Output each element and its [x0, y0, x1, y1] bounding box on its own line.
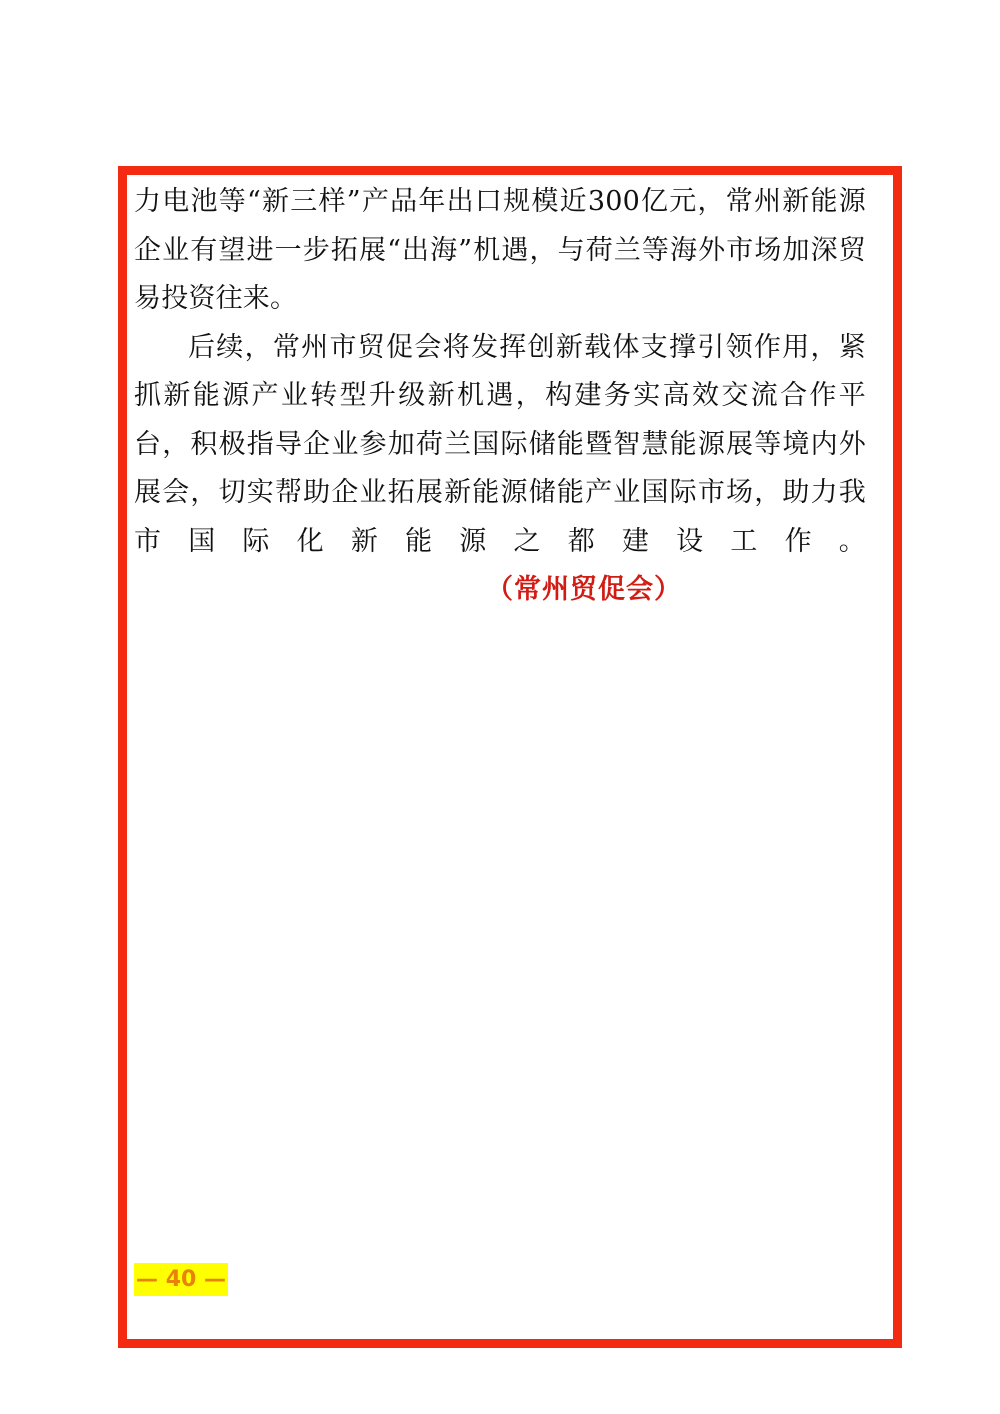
source-attribution: （常州贸促会）	[486, 574, 682, 605]
paragraph-continuation: 力电池等“新三样”产品年出口规模近300亿元，常州新能源企业有望进一步拓展“出海”机遇，与荷兰等海外市场加深贸易投资往来。	[134, 186, 866, 314]
paragraph-follow-up-text: 后续，常州市贸促会将发挥创新载体支撑引领作用，紧抓新能源产业转型升级新机遇，构建务实高效交流合作平台，积极指导企业参加荷兰国际储能暨智慧能源展等境内外展会，切实帮助企业拓展新能源储能产业国际市场，助力我市国际化新能源之都建设工作。	[134, 331, 866, 557]
paragraph-follow-up	[134, 324, 866, 615]
page-number: — 40 —	[134, 1263, 228, 1296]
document-body	[134, 178, 866, 615]
